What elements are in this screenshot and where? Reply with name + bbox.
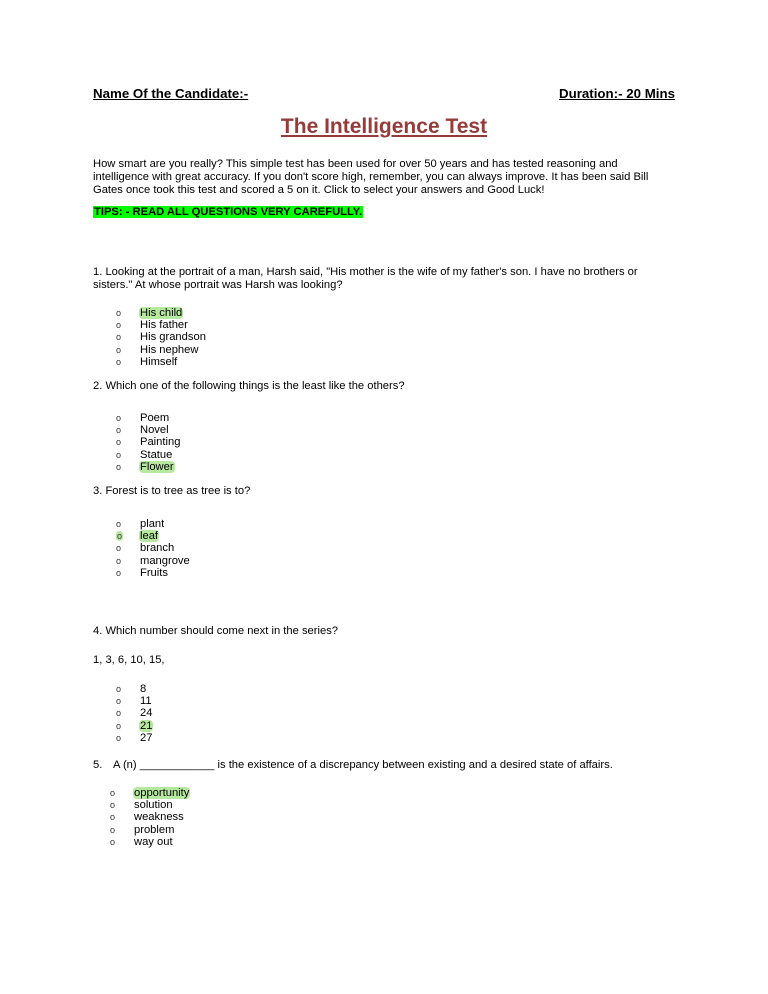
option[interactable] [110, 799, 190, 811]
option[interactable] [116, 412, 180, 424]
option[interactable] [116, 567, 190, 579]
option-label[interactable]: His grandson [140, 331, 206, 344]
radio-bullet-icon[interactable]: o [116, 696, 122, 707]
option[interactable] [116, 530, 190, 542]
option-label-selected[interactable]: leaf [140, 530, 159, 543]
radio-bullet-icon[interactable]: o [116, 720, 122, 731]
option[interactable] [116, 424, 180, 436]
radio-bullet-icon[interactable]: o [116, 449, 122, 460]
option[interactable] [110, 824, 190, 836]
header-row [93, 86, 675, 101]
option[interactable] [116, 436, 180, 448]
question-5-text: A (n) ____________ is the existence of a discrepancy between existing and a desired state of affairs. [113, 759, 613, 771]
radio-bullet-icon[interactable]: o [116, 320, 122, 331]
question-5-options [110, 787, 190, 848]
option-label[interactable]: problem [134, 823, 175, 836]
question-3-text: 3. Forest is to tree as tree is to? [93, 485, 251, 497]
radio-bullet-icon[interactable]: o [116, 708, 122, 719]
option-label-selected[interactable]: His child [140, 307, 183, 319]
radio-bullet-icon[interactable]: o [116, 543, 122, 554]
tips-text: TIPS: - READ ALL QUESTIONS VERY CAREFULLY. [94, 206, 363, 218]
option-label[interactable]: His nephew [140, 343, 199, 356]
option-label[interactable]: 27 [140, 731, 153, 744]
radio-bullet-icon[interactable]: o [116, 332, 122, 343]
radio-bullet-icon[interactable]: o [116, 413, 122, 423]
option[interactable] [116, 707, 153, 719]
option-label[interactable]: solution [134, 799, 173, 812]
option[interactable] [116, 518, 190, 530]
intro-paragraph: How smart are you really? This simple test has been used for over 50 years and has tested reasoning and intelligence with great accuracy. If you don't score high, remember, you can always improve. It has been said Bill Gates once took this test and scored a 5 on it. Click to select your answers and Good Luck! [93, 158, 649, 196]
option-label[interactable]: way out [134, 835, 173, 848]
question-2-text: 2. Which one of the following things is the least like the others? [93, 380, 405, 392]
radio-bullet-icon[interactable]: o [110, 788, 116, 798]
radio-bullet-icon[interactable]: o [116, 519, 122, 529]
question-5-number: 5. [93, 759, 103, 771]
option-label[interactable]: 8 [140, 683, 147, 695]
radio-bullet-icon[interactable]: o [116, 308, 122, 318]
option[interactable] [116, 331, 206, 343]
option[interactable] [110, 811, 190, 823]
candidate-name-label: Name Of the Candidate:- [93, 86, 249, 101]
option[interactable] [116, 307, 206, 319]
option[interactable] [116, 449, 180, 461]
option-label[interactable]: 24 [140, 707, 153, 720]
duration-label: Duration:- 20 Mins [559, 86, 675, 101]
radio-bullet-selected-icon[interactable]: o [117, 531, 123, 542]
option-label-selected[interactable]: Flower [140, 460, 174, 473]
option[interactable] [116, 695, 153, 707]
option[interactable] [116, 732, 153, 744]
question-1-text: 1. Looking at the portrait of a man, Harsh said, "His mother is the wife of my father's son. I have no brothers or sisters." At whose portrait was Harsh was looking? [93, 266, 638, 291]
option[interactable] [116, 542, 190, 554]
option[interactable] [110, 836, 190, 848]
radio-bullet-icon[interactable]: o [110, 812, 116, 823]
option-label-selected[interactable]: 21 [140, 719, 153, 732]
option[interactable] [116, 720, 153, 732]
option-label[interactable]: Novel [140, 424, 169, 437]
option-label[interactable]: 11 [140, 695, 152, 708]
option-label[interactable]: Himself [140, 355, 178, 368]
radio-bullet-icon[interactable]: o [116, 461, 122, 472]
question-5 [93, 759, 675, 772]
question-4-text: 4. Which number should come next in the series? [93, 625, 339, 637]
option[interactable] [116, 319, 206, 331]
option[interactable] [116, 344, 206, 356]
radio-bullet-icon[interactable]: o [116, 344, 122, 355]
radio-bullet-icon[interactable]: o [116, 684, 122, 694]
radio-bullet-icon[interactable]: o [116, 425, 122, 436]
option[interactable] [116, 356, 206, 368]
option-label[interactable]: mangrove [140, 554, 190, 567]
question-3-options [116, 518, 190, 579]
option-label[interactable]: Statue [140, 448, 173, 461]
radio-bullet-icon[interactable]: o [116, 437, 122, 448]
question-4-series: 1, 3, 6, 10, 15, [93, 654, 165, 666]
question-1-options [116, 307, 206, 368]
option-label[interactable]: weakness [134, 811, 184, 824]
option-label[interactable]: plant [140, 518, 165, 530]
option[interactable] [116, 683, 153, 695]
option[interactable] [116, 461, 180, 473]
option-label[interactable]: branch [140, 542, 175, 555]
option-label-selected[interactable]: opportunity [134, 787, 190, 799]
question-2-options [116, 412, 180, 473]
radio-bullet-icon[interactable]: o [110, 824, 116, 835]
option-label[interactable]: Painting [140, 436, 181, 449]
option-label[interactable]: Poem [140, 412, 170, 424]
radio-bullet-icon[interactable]: o [116, 567, 122, 578]
radio-bullet-icon[interactable]: o [116, 356, 122, 367]
option-label[interactable]: Fruits [140, 566, 168, 579]
tips-banner [93, 206, 363, 218]
radio-bullet-icon[interactable]: o [116, 732, 122, 743]
option-label[interactable]: His father [140, 319, 188, 332]
option[interactable] [116, 555, 190, 567]
question-4-options [116, 683, 153, 744]
radio-bullet-icon[interactable]: o [110, 836, 116, 847]
page-title: The Intelligence Test [280, 115, 488, 138]
option[interactable] [110, 787, 190, 799]
radio-bullet-icon[interactable]: o [110, 800, 116, 811]
radio-bullet-icon[interactable]: o [116, 555, 122, 566]
